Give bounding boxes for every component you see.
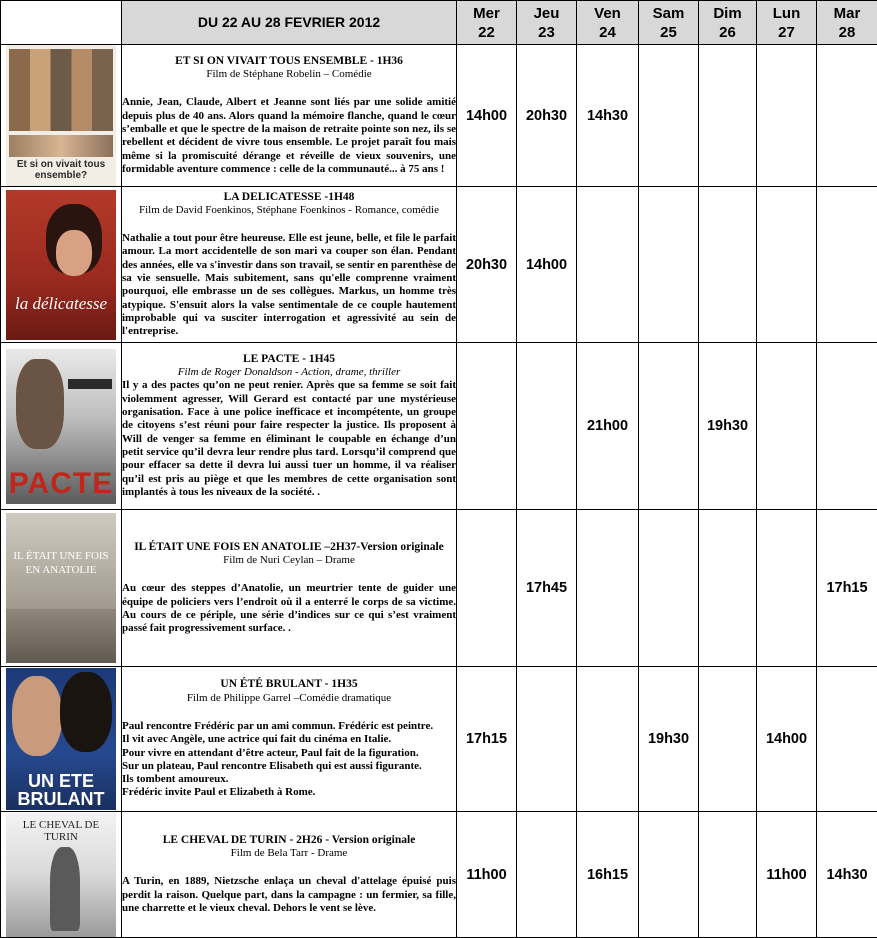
film-poster [1, 510, 122, 667]
film-credit: Film de Philippe Garrel –Comédie dramatique [122, 692, 456, 705]
poster-photo [9, 49, 113, 131]
poster-caption: UN ETE BRULANT [6, 772, 116, 808]
showtime-thu [517, 812, 577, 938]
showtime-sat [639, 187, 699, 343]
film-poster [1, 45, 122, 187]
showtime-sun [699, 187, 757, 343]
poster-hair [60, 672, 112, 752]
film-credit: Film de Roger Donaldson - Action, drame, thriller [122, 366, 456, 379]
showtime-wed: 11h00 [457, 812, 517, 938]
film-poster [1, 343, 122, 510]
showtime-sun [699, 812, 757, 938]
showtime-sat: 19h30 [639, 667, 699, 812]
poster-gun [68, 379, 112, 389]
showtime-fri: 16h15 [577, 812, 639, 938]
showtime-thu: 17h45 [517, 510, 577, 667]
film-poster [1, 187, 122, 343]
film-credit: Film de David Foenkinos, Stéphane Foenkinos - Romance, comédie [122, 204, 456, 217]
showtime-wed: 14h00 [457, 45, 517, 187]
film-poster [1, 667, 122, 812]
film-synopsis: Nathalie a tout pour être heureuse. Elle est jeune, belle, et file le parfait amour. La mort accidentelle de son mari va couper son élan. Pendant des années, elle va s'investir dans son travail, se sentir en parenthèse de sa vie sensuelle. Mais subitement, sans qu'elle comprenne vraiment pourquoi, elle embrasse un de ses collègues. Markus, un homme très atypique. S'ensuit alors la valse sentimentale de ce couple hautement improbable qui va susciter interrogation et agressivité au sein de l'entreprise. [122, 232, 456, 338]
showtime-thu [517, 343, 577, 510]
film-synopsis: Il y a des pactes qu’on ne peut renier. Après que sa femme se soit fait violemment agresser, Will Gerard est contacté par une mystérieuse organisation. Face à une police inefficace et incompétente, un groupe de citoyens s’est réuni pour faire respecter la justice. Ils proposent à Will de venger sa femme en éliminant le coupable en échange d’un petit service qu’il devra leur rendre plus tard. Lorsqu’il comprend que pour effacer sa dette il devra lui aussi tuer un homme, il va réaliser qu’il est pris au piège et que les membres de cette organisation sont implantés à tous les niveaux de la société. . [122, 379, 456, 499]
day-header-tue: Mar 28 [817, 1, 877, 45]
showtime-sat [639, 510, 699, 667]
showtime-wed: 20h30 [457, 187, 517, 343]
poster-image [6, 45, 116, 186]
film-credit: Film de Nuri Ceylan – Drame [122, 554, 456, 567]
poster-image [6, 349, 116, 504]
day-header-mon: Lun 27 [757, 1, 817, 45]
showtime-thu [517, 667, 577, 812]
film-title: ET SI ON VIVAIT TOUS ENSEMBLE - 1H36 [122, 55, 456, 68]
showtime-fri [577, 187, 639, 343]
showtime-thu: 14h00 [517, 187, 577, 343]
poster-face [16, 359, 64, 449]
showtime-mon: 11h00 [757, 812, 817, 938]
showtime-sun: 19h30 [699, 343, 757, 510]
showtime-wed [457, 343, 517, 510]
showtime-sat [639, 343, 699, 510]
showtime-mon: 14h00 [757, 667, 817, 812]
showtime-tue [817, 667, 877, 812]
poster-image [6, 813, 116, 937]
film-row [1, 667, 877, 812]
film-description [122, 45, 457, 187]
day-header-sun: Dim 26 [699, 1, 757, 45]
corner-cell [1, 1, 122, 45]
poster-caption: PACTE [6, 467, 116, 501]
showtime-sun [699, 667, 757, 812]
film-title: IL ÉTAIT UNE FOIS EN ANATOLIE –2H37-Version originale [122, 541, 456, 554]
showtime-wed: 17h15 [457, 667, 517, 812]
poster-face [12, 676, 62, 756]
film-synopsis: Annie, Jean, Claude, Albert et Jeanne sont liés par une solide amitié depuis plus de 40 ans. Alors quand la mémoire flanche, quand le cœur s’emballe et que le spectre de la maison de retraite pointe son nez, ils se rebellent et décident de vivre tous ensemble. Le projet paraît fou mais même si la promiscuité dérange et réveille de vieux souvenirs, une formidable aventure commence : celle de la communauté... à 75 ans ! [122, 96, 456, 176]
poster-caption: Et si on vivait tous ensemble? [6, 159, 116, 181]
film-description [122, 667, 457, 812]
showtime-thu: 20h30 [517, 45, 577, 187]
poster-image [6, 190, 116, 340]
film-row [1, 510, 877, 667]
film-description [122, 510, 457, 667]
showtime-tue [817, 187, 877, 343]
film-description [122, 187, 457, 343]
film-synopsis: A Turin, en 1889, Nietzsche enlaça un cheval d'attelage épuisé puis perdit la raison. Quelque part, dans la campagne : un fermier, sa fille, une charrette et le vieux cheval. Dehors le vent se lève. [122, 875, 456, 915]
film-title: LA DELICATESSE -1H48 [122, 191, 456, 204]
header-row [1, 1, 877, 45]
showtime-fri [577, 510, 639, 667]
poster-caption: la délicatesse [6, 294, 116, 314]
poster-image [6, 668, 116, 810]
showtime-mon [757, 510, 817, 667]
poster-image [6, 513, 116, 663]
showtime-sun [699, 510, 757, 667]
film-row [1, 812, 877, 938]
poster-face [56, 230, 92, 276]
showtime-tue [817, 45, 877, 187]
film-synopsis: Au cœur des steppes d’Anatolie, un meurtrier tente de guider une équipe de policiers vers l’endroit où il a enterré le corps de sa victime. Au cours de ce périple, une série d’indices sur ce qui s’est vraiment passé fait progressivement surface. . [122, 582, 456, 635]
showtime-tue [817, 343, 877, 510]
film-credit: Film de Bela Tarr - Drame [122, 847, 456, 860]
film-poster [1, 812, 122, 938]
day-header-sat: Sam 25 [639, 1, 699, 45]
film-row [1, 343, 877, 510]
day-header-thu: Jeu 23 [517, 1, 577, 45]
poster-caption: LE CHEVAL DE TURIN [6, 819, 116, 843]
film-credit: Film de Stéphane Robelin – Comédie [122, 68, 456, 81]
film-title: LE CHEVAL DE TURIN - 2H26 - Version originale [122, 834, 456, 847]
week-title: DU 22 AU 28 FEVRIER 2012 [122, 1, 457, 45]
film-title: UN ÉTÉ BRULANT - 1H35 [122, 678, 456, 691]
showtime-tue: 17h15 [817, 510, 877, 667]
showtime-fri [577, 667, 639, 812]
showtime-mon [757, 343, 817, 510]
showtime-mon [757, 187, 817, 343]
film-description [122, 812, 457, 938]
day-header-wed: Mer 22 [457, 1, 517, 45]
film-description [122, 343, 457, 510]
poster-figure [50, 847, 80, 931]
showtime-mon [757, 45, 817, 187]
day-header-fri: Ven 24 [577, 1, 639, 45]
showtime-sat [639, 812, 699, 938]
film-row [1, 45, 877, 187]
showtime-fri: 14h30 [577, 45, 639, 187]
film-title: LE PACTE - 1H45 [122, 353, 456, 366]
film-row [1, 187, 877, 343]
showtime-tue: 14h30 [817, 812, 877, 938]
poster-landscape [6, 609, 116, 663]
poster-photo-2 [9, 135, 113, 157]
film-synopsis: Paul rencontre Frédéric par un ami commun. Frédéric est peintre. Il vit avec Angèle, une actrice qui fait du cinéma en Italie. Pour vivre en attendant d’être acteur, Paul fait de la figuration. Sur un plateau, Paul rencontre Elisabeth qui est aussi figurante. Ils tombent amoureux. Frédéric invite Paul et Elizabeth à Rome. [122, 720, 456, 800]
showtime-fri: 21h00 [577, 343, 639, 510]
showtime-sun [699, 45, 757, 187]
showtime-wed [457, 510, 517, 667]
showtime-sat [639, 45, 699, 187]
poster-caption: IL ÉTAIT UNE FOIS EN ANATOLIE [6, 549, 116, 577]
